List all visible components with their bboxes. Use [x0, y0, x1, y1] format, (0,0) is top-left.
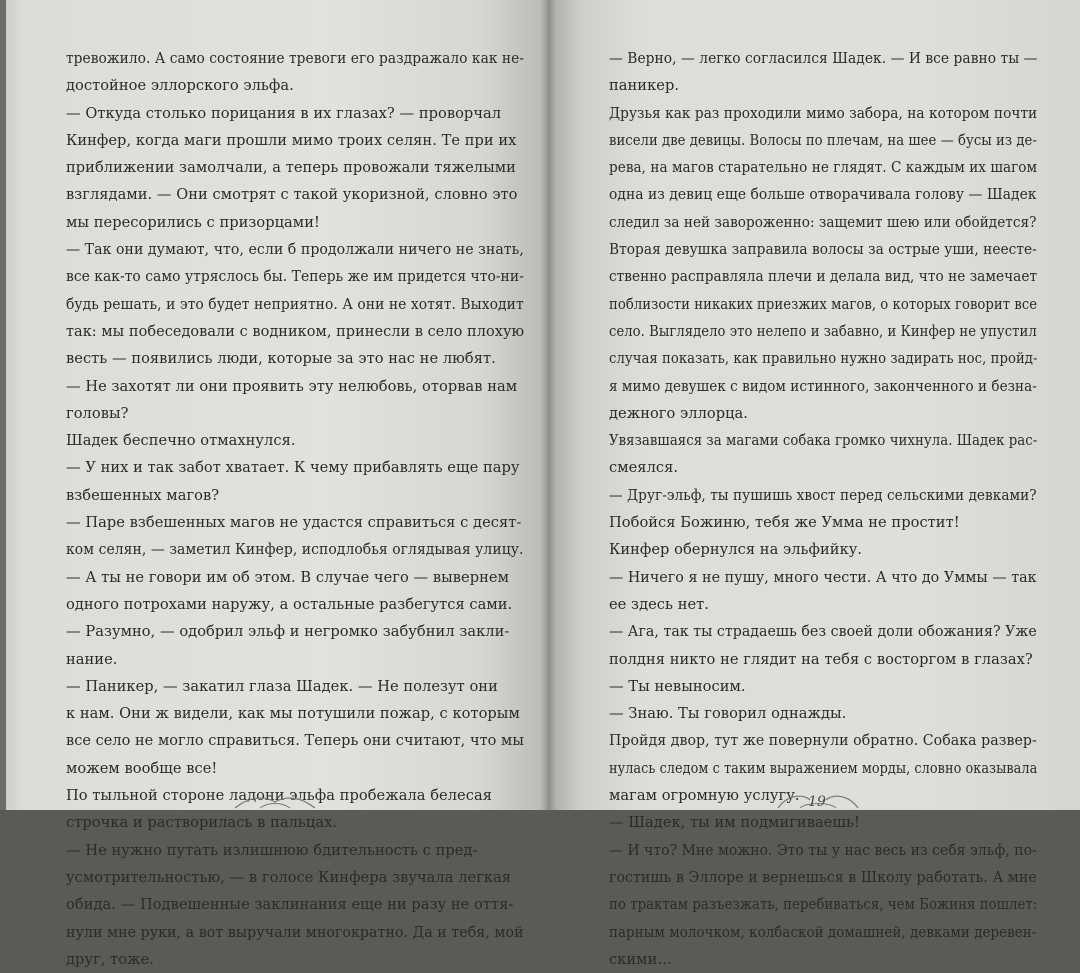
- text-line: нулась следом с таким выражением морды, словно оказывала: [609, 759, 1038, 777]
- text-line: село. Выглядело это нелепо и забавно, и Кинфер не упустил: [609, 322, 1037, 340]
- right-page: [548, 0, 1080, 968]
- text-line: усмотрительностью, — в голосе Кинфера звучала легкая: [66, 868, 512, 886]
- text-line: по трактам разъезжать, перебиваться, чем Божиня пошлет:: [609, 896, 1038, 914]
- text-line: так: мы побеседовали с водником, принесли в село плохую: [66, 322, 525, 340]
- text-line: ком селян, — заметил Кинфер, исподлобья оглядывая улицу.: [66, 541, 524, 559]
- text-line: Кинфер, когда маги прошли мимо троих селян. Те при их: [66, 131, 517, 149]
- text-line: — У них и так забот хватает. К чему прибавлять еще пару: [66, 459, 520, 477]
- text-line: Шадек беспечно отмахнулся.: [66, 432, 296, 450]
- text-line: обида. — Подвешенные заклинания еще ни разу не оття-: [66, 896, 514, 914]
- text-line: — Друг-эльф, ты пушишь хвост перед сельскими девками?: [609, 486, 1037, 504]
- text-line: Друзья как раз проходили мимо забора, на котором почти: [609, 104, 1038, 122]
- text-line: все село не могло справиться. Теперь они считают, что мы: [66, 732, 524, 750]
- left-page-text: [66, 45, 524, 973]
- text-line: тревожило. А само состояние тревоги его раздражало как не-: [66, 50, 525, 67]
- text-line: — И что? Мне можно. Это ты у нас весь из себя эльф, по-: [609, 841, 1037, 859]
- text-line: поблизости никаких приезжих магов, о которых говорит все: [609, 295, 1038, 313]
- text-line: дежного эллорца.: [609, 404, 748, 422]
- text-line: — Ты невыносим.: [609, 677, 746, 695]
- text-line: скими…: [609, 950, 672, 968]
- text-line: строчка и растворилась в пальцах.: [66, 814, 338, 832]
- text-line: — Паникер, — закатил глаза Шадек. — Не полезут они: [66, 677, 498, 695]
- text-line: я мимо девушек с видом истинного, законченного и безна-: [609, 377, 1037, 395]
- text-line: нание.: [66, 650, 118, 668]
- text-line: — Ничего я не пушу, много чести. А что до Уммы — так: [609, 568, 1037, 586]
- text-line: Побойся Божиню, тебя же Умма не простит!: [609, 514, 960, 532]
- text-line: следил за ней завороженно: защемит шею или обойдется?: [609, 213, 1037, 231]
- text-line: взбешенных магов?: [66, 486, 220, 504]
- text-line: все как-то само утряслось бы. Теперь же им придется что-ни-: [66, 268, 524, 286]
- text-line: магам огромную услугу.: [609, 787, 800, 805]
- text-line: — Знаю. Ты говорил однажды.: [609, 705, 847, 723]
- text-line: — Не нужно путать излишнюю бдительность с пред-: [66, 841, 478, 859]
- bottom-ornament-left: [230, 788, 320, 810]
- text-line: Вторая девушка заправила волосы за острые уши, неесте-: [609, 241, 1037, 259]
- text-line: смеялся.: [609, 459, 679, 477]
- text-line: взглядами. — Они смотрят с такой укоризной, словно это: [66, 186, 518, 204]
- text-line: полдня никто не глядит на тебя с восторгом в глазах?: [609, 650, 1033, 668]
- page-number: 19: [808, 794, 826, 810]
- text-line: Пройдя двор, тут же повернули обратно. Собака развер-: [609, 732, 1037, 750]
- text-line: мы пересорились с призорцами!: [66, 213, 320, 231]
- text-line: — Откуда столько порицания в их глазах? — проворчал: [66, 104, 502, 122]
- text-line: головы?: [66, 404, 129, 422]
- page-edge: [0, 0, 6, 810]
- text-line: одна из девиц еще больше отворачивала голову — Шадек: [609, 186, 1037, 204]
- text-line: друг, тоже.: [66, 950, 154, 968]
- text-line: весть — появились люди, которые за это нас не любят.: [66, 350, 496, 368]
- text-line: — Не захотят ли они проявить эту нелюбовь, оторвав нам: [66, 377, 518, 395]
- text-line: По тыльной стороне ладони эльфа пробежала белесая: [66, 787, 492, 805]
- text-line: висели две девицы. Волосы по плечам, на шее — бусы из де-: [609, 131, 1037, 149]
- right-page-text: [609, 45, 1037, 973]
- text-line: Кинфер обернулся на эльфийку.: [609, 541, 863, 559]
- text-line: ственно расправляла плечи и делала вид, что не замечает: [609, 268, 1038, 286]
- book-gutter: [540, 0, 556, 810]
- text-line: будь решать, и это будет неприятно. А они не хотят. Выходит: [66, 295, 524, 313]
- text-line: — А ты не говори им об этом. В случае чего — вывернем: [66, 568, 509, 586]
- text-line: ее здесь нет.: [609, 595, 709, 613]
- text-line: к нам. Они ж видели, как мы потушили пожар, с которым: [66, 705, 520, 723]
- text-line: можем вообще все!: [66, 759, 218, 777]
- text-line: паникер.: [609, 77, 680, 95]
- text-line: рева, на магов старательно не глядят. С каждым их шагом: [609, 159, 1038, 177]
- text-line: Увязавшаяся за магами собака громко чихнула. Шадек рас-: [609, 432, 1038, 450]
- text-line: приближении замолчали, а теперь провожали тяжелыми: [66, 159, 516, 177]
- text-line: — Паре взбешенных магов не удастся справиться с десят-: [66, 514, 522, 532]
- text-line: гостишь в Эллоре и вернешься в Школу работать. А мне: [609, 868, 1037, 886]
- text-line: — Разумно, — одобрил эльф и негромко забубнил закли-: [66, 623, 510, 641]
- text-line: — Верно, — легко согласился Шадек. — И все равно ты —: [609, 50, 1038, 67]
- text-line: достойное эллорского эльфа.: [66, 77, 294, 95]
- text-line: нули мне руки, а вот выручали многократно. Да и тебя, мой: [66, 923, 524, 941]
- text-line: парным молочком, колбаской домашней, девками деревен-: [609, 923, 1037, 941]
- text-line: — Шадек, ты им подмигиваешь!: [609, 814, 860, 832]
- text-line: — Так они думают, что, если б продолжали ничего не знать,: [66, 241, 524, 259]
- text-line: случая показать, как правильно нужно задирать нос, пройд-: [609, 350, 1038, 368]
- text-line: — Ага, так ты страдаешь без своей доли обожания? Уже: [609, 623, 1037, 641]
- text-line: одного потрохами наружу, а остальные разбегутся сами.: [66, 595, 513, 613]
